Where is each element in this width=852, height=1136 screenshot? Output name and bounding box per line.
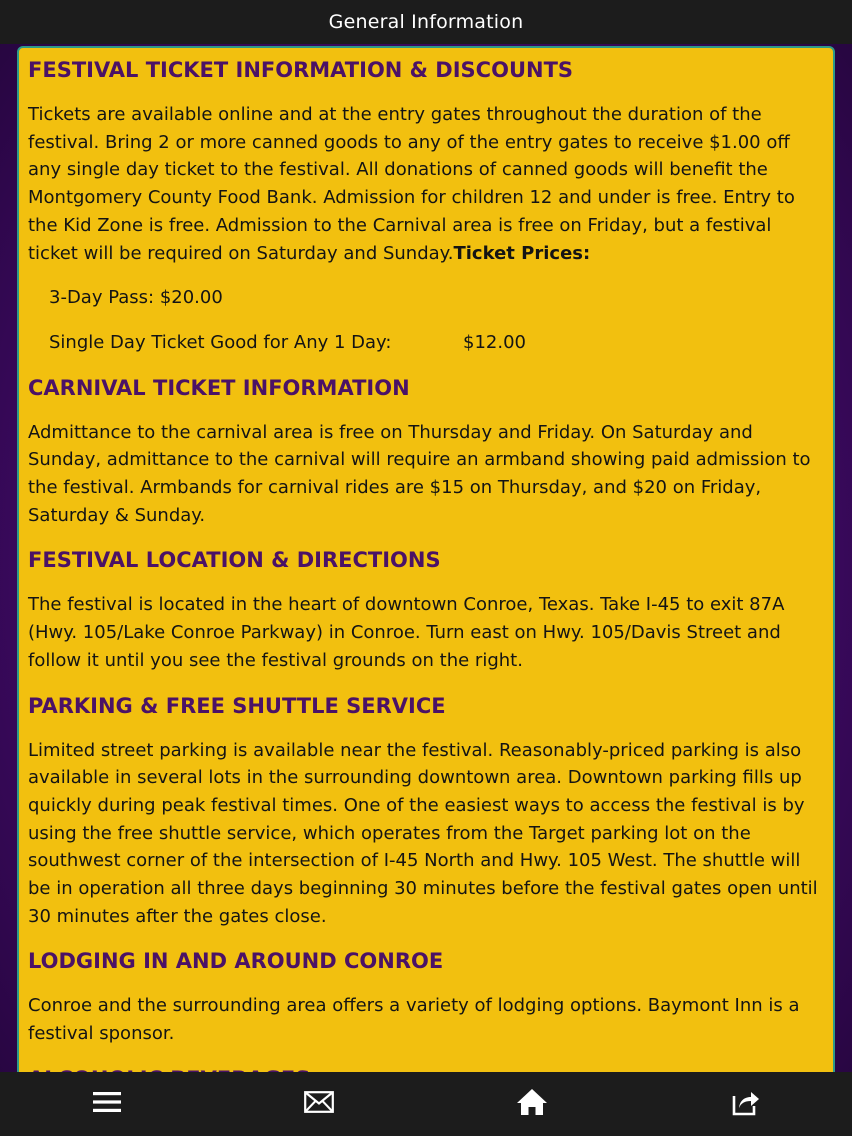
ticket-prices-label: Ticket Prices:	[453, 242, 591, 264]
section-body: Tickets are available online and at the entry gates throughout the duration of the festival. Bring 2 or more canned goods to any of the entry gates to receive $1.00 off any single day ticket to the festival. All donations of canned goods will benefit the Montgomery County Food Bank. Admission for children 12 and under is free. Entry to the Kid Zone is free. Admission to the Carnival area is free on Friday, but a festival ticket will be required on Saturday and Sunday.Ticket Prices:	[28, 104, 795, 264]
content-scroll[interactable]	[19, 48, 833, 1086]
price-label: Single Day Ticket Good for Any 1 Day:	[49, 331, 392, 353]
menu-icon	[93, 1091, 121, 1117]
section-heading: FESTIVAL LOCATION & DIRECTIONS	[28, 548, 441, 573]
top-bar	[0, 0, 852, 44]
section-location	[28, 546, 824, 674]
section-carnival	[28, 374, 824, 530]
section-heading: LODGING IN AND AROUND CONROE	[28, 949, 444, 974]
section-heading: FESTIVAL TICKET INFORMATION & DISCOUNTS	[28, 58, 574, 82]
price-value: $12.00	[463, 331, 526, 353]
section-body: The festival is located in the heart of downtown Conroe, Texas. Take I-45 to exit 87A (Hwy. 105/Lake Conroe Parkway) in Conroe. Turn east on Hwy. 105/Davis Street and follow it until you see the festival grounds on the right.	[28, 594, 785, 671]
bottom-nav-bar	[0, 1072, 852, 1136]
share-icon	[730, 1088, 760, 1120]
section-body: Limited street parking is available near the festival. Reasonably-priced parking is also available in several lots in the surrounding downtown area. Downtown parking fills up quickly during peak festival times. One of the easiest ways to access the festival is by using the free shuttle service, which operates from the Target parking lot on the southwest corner of the intersection of I-45 North and Hwy. 105 West. The shuttle will be in operation all three days beginning 30 minutes before the festival gates open until 30 minutes after the gates close.	[28, 739, 818, 927]
price-row-3day	[49, 284, 824, 312]
share-button[interactable]	[727, 1086, 763, 1122]
page-title: General Information	[328, 11, 524, 33]
section-body: Conroe and the surrounding area offers a variety of lodging options. Baymont Inn is a festival sponsor.	[28, 995, 800, 1045]
section-parking	[28, 692, 824, 931]
home-icon	[516, 1088, 548, 1120]
price-label: 3-Day Pass: $20.00	[49, 287, 223, 309]
section-lodging	[28, 947, 824, 1047]
section-tickets	[28, 56, 824, 357]
home-button[interactable]	[514, 1086, 550, 1122]
section-heading: PARKING & FREE SHUTTLE SERVICE	[28, 693, 446, 718]
mail-button[interactable]	[301, 1086, 337, 1122]
section-heading: CARNIVAL TICKET INFORMATION	[28, 375, 410, 400]
content-panel[interactable]	[17, 46, 835, 1086]
section-body: Admittance to the carnival area is free on Thursday and Friday. On Saturday and Sunday, admittance to the carnival will require an armband showing paid admission to the festival. Armbands for carnival rides are $15 on Thursday, and $20 on Friday, Saturday & Sunday.	[28, 421, 811, 526]
mail-icon	[304, 1091, 334, 1117]
price-row-single-day	[49, 329, 824, 357]
menu-button[interactable]	[89, 1086, 125, 1122]
